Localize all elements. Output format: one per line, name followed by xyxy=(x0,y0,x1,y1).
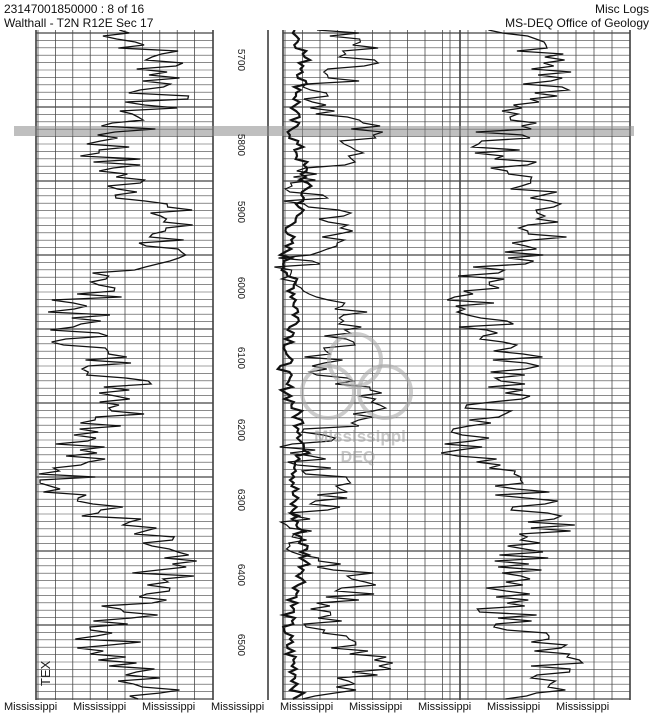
footer-watermark-strip xyxy=(0,700,653,715)
footer-watermark-text: Mississippi xyxy=(4,701,58,713)
location-label: Walthall - T2N R12E Sec 17 xyxy=(4,16,154,30)
agency-label: MS-DEQ Office of Geology xyxy=(505,16,649,30)
depth-label: 6300 xyxy=(235,488,246,512)
depth-label: 5700 xyxy=(235,48,246,72)
watermark-logo xyxy=(302,334,411,466)
scan-smudge xyxy=(14,126,634,136)
footer-watermark-text: Mississippi xyxy=(211,701,265,713)
footer-watermark-text: Mississippi xyxy=(142,701,196,713)
depth-label: 6500 xyxy=(235,633,246,657)
watermark-title: Mississippi xyxy=(314,427,406,446)
side-label: TEX xyxy=(38,660,53,686)
depth-label: 6400 xyxy=(235,563,246,587)
well-log-image xyxy=(0,30,653,700)
depth-label: 5900 xyxy=(235,200,246,224)
footer-watermark-text: Mississippi xyxy=(556,701,610,713)
footer-watermark-text: Mississippi xyxy=(418,701,472,713)
footer-watermark-text: Mississippi xyxy=(487,701,541,713)
log-type-label: Misc Logs xyxy=(594,2,649,16)
depth-scale xyxy=(235,49,246,657)
depth-label: 6000 xyxy=(235,276,246,300)
depth-label: 6200 xyxy=(235,418,246,442)
depth-label: 6100 xyxy=(235,346,246,370)
footer-watermark-text: Mississippi xyxy=(280,701,334,713)
watermark-subtitle: DEQ xyxy=(340,449,376,466)
footer-watermark-text: Mississippi xyxy=(349,701,403,713)
depth-label: 5800 xyxy=(235,133,246,157)
well-id-page-label: 23147001850000 : 8 of 16 xyxy=(4,2,145,16)
footer-watermark-text: Mississippi xyxy=(73,701,127,713)
